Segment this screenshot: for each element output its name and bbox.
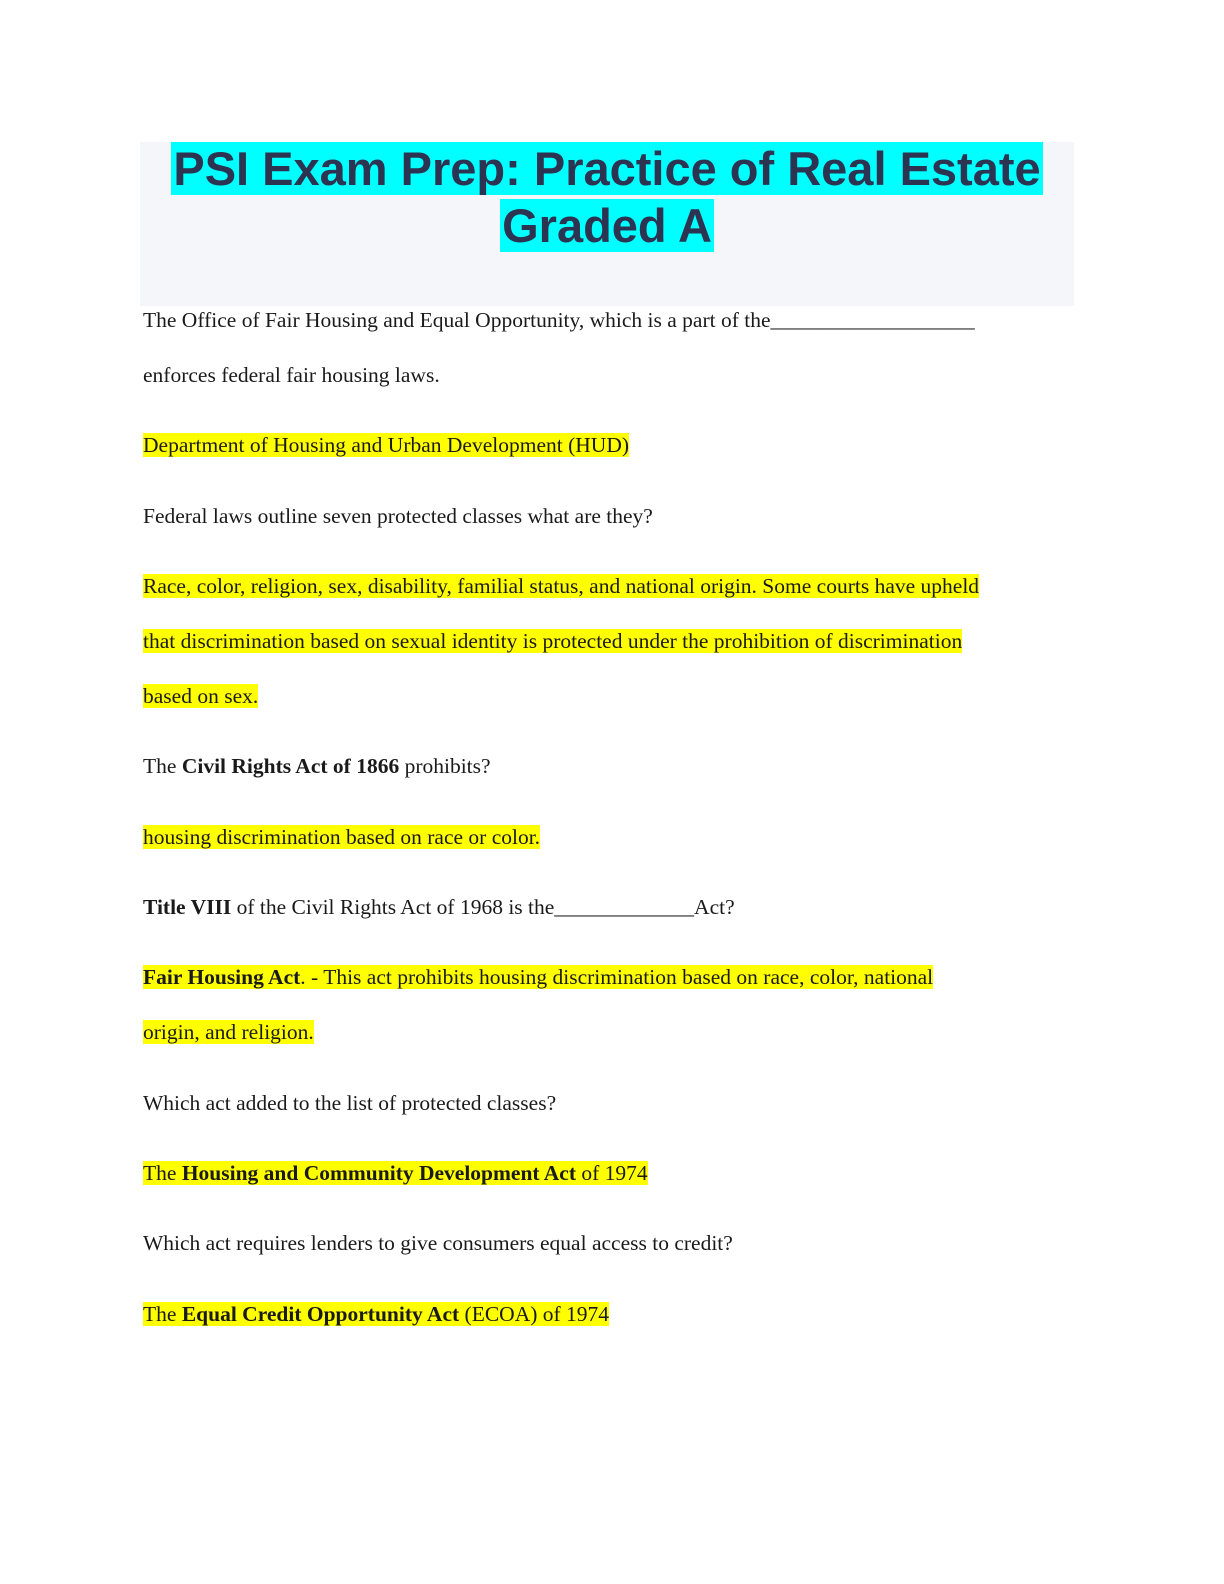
answer-4-line-2: origin, and religion. — [143, 1020, 314, 1044]
question-3: The Civil Rights Act of 1866 prohibits? — [143, 754, 491, 778]
question-1-line-2: enforces federal fair housing laws. — [143, 363, 440, 387]
answer-4-line-1: Fair Housing Act. - This act prohibits housing discrimination based on race, color, national — [143, 965, 934, 989]
answer-6: The Equal Credit Opportunity Act (ECOA) of 1974 — [143, 1302, 610, 1326]
question-4: Title VIII of the Civil Rights Act of 1968 is the_____________Act? — [143, 895, 735, 919]
question-6: Which act requires lenders to give consumers equal access to credit? — [143, 1231, 733, 1255]
document-title-line-1: PSI Exam Prep: Practice of Real Estate — [173, 142, 1041, 195]
answer-2-line-2: that discrimination based on sexual identity is protected under the prohibition of discrimination — [143, 629, 963, 653]
question-2: Federal laws outline seven protected classes what are they? — [143, 504, 653, 528]
question-1-line-1: The Office of Fair Housing and Equal Opportunity, which is a part of the___________________ — [143, 308, 975, 332]
answer-2-line-1: Race, color, religion, sex, disability, familial status, and national origin. Some courts have upheld — [143, 574, 980, 598]
answer-3: housing discrimination based on race or color. — [143, 825, 541, 849]
document-title-line-2: Graded A — [502, 199, 712, 252]
document-title-block — [140, 142, 1074, 306]
answer-2-line-3: based on sex. — [143, 684, 259, 708]
answer-5: The Housing and Community Development Act of 1974 — [143, 1161, 648, 1185]
question-5: Which act added to the list of protected classes? — [143, 1091, 557, 1115]
answer-1: Department of Housing and Urban Development (HUD) — [143, 433, 630, 457]
